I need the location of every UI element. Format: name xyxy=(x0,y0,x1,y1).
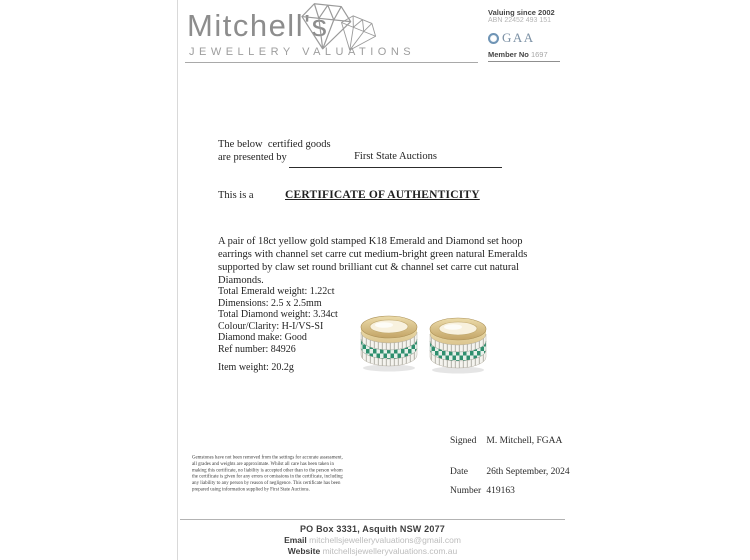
signed-row xyxy=(450,436,562,446)
detail-line: Colour/Clarity: H-I/VS-SI xyxy=(218,320,324,332)
abn-number: ABN 22452 493 151 xyxy=(488,17,552,24)
details-list xyxy=(218,286,338,356)
footer-website-row xyxy=(180,546,565,557)
item-description: A pair of 18ct yellow gold stamped K18 Emerald and Diamond set hoop earrings with channel set carre cut medium-bright green natural Emeralds supported by claw set round brilliant cut & channel set carre cut natural Diamonds. xyxy=(218,236,528,286)
email-value: mitchellsjewelleryvaluations@gmail.com xyxy=(309,535,461,545)
number-row xyxy=(450,486,515,496)
brand-subtitle: JEWELLERY VALUATIONS xyxy=(189,46,416,58)
footer-divider xyxy=(180,519,565,520)
certificate-title: CERTIFICATE OF AUTHENTICITY xyxy=(285,189,480,201)
member-value: 1697 xyxy=(530,50,548,59)
disclaimer-block xyxy=(192,454,348,492)
disclaimer-text: Gemstones have not been removed from the settings for accurate assessment, all grades and weights are approximate. Whilst all care has been taken in making this certificate, no liability is accepted other than to the person whom the certificate is given for any errors or omissions in the certificate, including any liability to any person by reason of negligence. This certificate has been prepared using information supplied by First State Auctions. xyxy=(192,454,343,492)
badge-underline xyxy=(488,61,560,62)
date-row xyxy=(450,467,570,477)
item-weight: Item weight: 20.2g xyxy=(218,362,294,373)
intro-line-2: are presented by xyxy=(218,152,287,163)
gaa-text: GAA xyxy=(502,30,535,45)
website-value: mitchellsjewelleryvaluations.com.au xyxy=(322,545,458,556)
number-label: Number xyxy=(450,486,482,496)
detail-line: Diamond make: Good xyxy=(218,332,307,344)
number-value: 419163 xyxy=(486,486,515,496)
intro-line-1: The below certified goods xyxy=(218,139,331,150)
this-is-a-label: This is a xyxy=(218,190,254,201)
header-divider xyxy=(185,62,478,63)
date-value: 26th September, 2024 xyxy=(486,467,570,477)
scan-left-edge xyxy=(177,0,178,560)
earrings-photo xyxy=(356,311,496,379)
brand-name: Mitchell's xyxy=(187,8,329,43)
membership-badge xyxy=(488,8,578,62)
detail-line: Total Diamond weight: 3.34ct xyxy=(218,309,338,321)
presenter-name: First State Auctions xyxy=(289,151,502,168)
gaa-circle-icon xyxy=(488,33,499,44)
detail-line: Dimensions: 2.5 x 2.5mm xyxy=(218,297,322,309)
detail-line: Total Emerald weight: 1.22ct xyxy=(218,286,335,297)
signed-value: M. Mitchell, FGAA xyxy=(486,436,563,446)
member-label: Member No xyxy=(488,50,531,59)
date-label: Date xyxy=(450,467,468,477)
footer-email-row xyxy=(180,535,565,546)
detail-line: Ref number: 84926 xyxy=(218,343,296,355)
member-number xyxy=(488,50,578,59)
email-label: Email xyxy=(284,535,307,545)
signed-label: Signed xyxy=(450,436,477,446)
footer xyxy=(180,524,565,556)
gaa-logo xyxy=(488,30,578,46)
website-label: Website xyxy=(287,545,321,556)
valuing-since: Valuing since 2002 xyxy=(488,8,555,17)
footer-address: PO Box 3331, Asquith NSW 2077 xyxy=(299,524,445,534)
